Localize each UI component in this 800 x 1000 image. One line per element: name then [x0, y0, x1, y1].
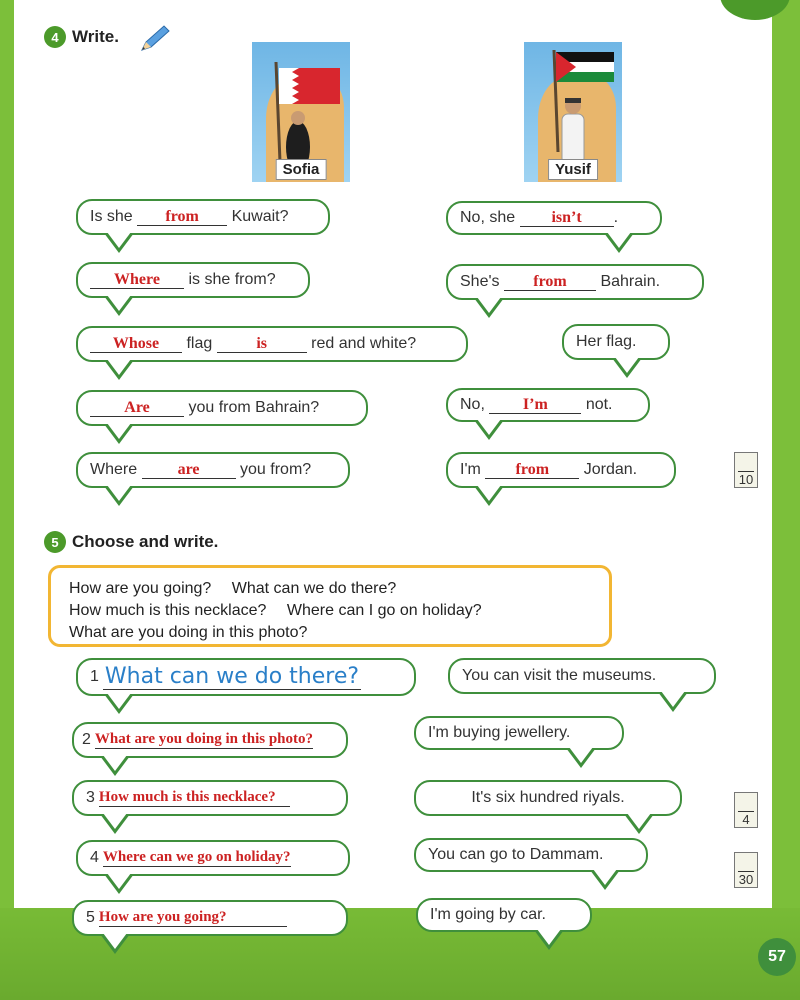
- ex5-item-3-number: 3: [86, 789, 95, 806]
- yusif-portrait: [524, 42, 622, 182]
- section-5-title: Choose and write.: [72, 532, 219, 551]
- ex4-q2-blank[interactable]: Where: [90, 271, 184, 290]
- ex4-question-1: [76, 199, 330, 235]
- phrase-item: What can we do there?: [231, 580, 397, 597]
- phrase-item: Where can I go on holiday?: [286, 602, 482, 619]
- ex4-answer-5: [446, 452, 676, 488]
- ex5-question-4: [76, 840, 350, 876]
- ex4-a1-pre: No, she: [460, 209, 516, 226]
- ex5-reply-3-text: It's six hundred riyals.: [471, 789, 625, 806]
- ex4-a2-post: Bahrain.: [600, 273, 661, 290]
- ex5-reply-3: [414, 780, 682, 816]
- ex5-item-5-number: 5: [86, 909, 95, 926]
- ex4-a1-blank[interactable]: isn’t: [520, 209, 614, 228]
- phrase-item: How are you going?: [69, 580, 212, 597]
- ex4-q3-mid: flag: [186, 335, 213, 352]
- yusif-name-tag: Yusif: [548, 159, 598, 180]
- ex4-q3-post: red and white?: [311, 335, 417, 352]
- ex5-item-2-number: 2: [82, 731, 91, 748]
- ex5-reply-4: [414, 838, 648, 872]
- ex4-question-4: [76, 390, 368, 426]
- section-4-number: 4: [44, 26, 66, 48]
- ex4-a2-pre: She's: [460, 273, 500, 290]
- section-4-header: [44, 26, 119, 48]
- ex4-q1-post: Kuwait?: [231, 208, 289, 225]
- ex5-question-3: [72, 780, 348, 816]
- ex4-q2-post: is she from?: [188, 271, 276, 288]
- ex4-q1-pre: Is she: [90, 208, 133, 225]
- ex4-q3-blank-1[interactable]: Whose: [90, 335, 182, 354]
- ex4-q1-blank[interactable]: from: [137, 208, 227, 227]
- section-5-header: [44, 531, 218, 553]
- ex5-reply-5: [416, 898, 592, 932]
- ex4-score-box: [734, 452, 758, 488]
- sofia-name-tag: Sofia: [276, 159, 327, 180]
- ex4-a5-blank[interactable]: from: [485, 461, 579, 480]
- section-5-number: 5: [44, 531, 66, 553]
- ex5-item-4-number: 4: [90, 849, 99, 866]
- ex4-question-2: [76, 262, 310, 298]
- ex4-a3-text: Her flag.: [576, 333, 637, 350]
- ex5-score-b: 30: [738, 872, 754, 887]
- ex5-reply-2-text: I'm buying jewellery.: [428, 724, 571, 741]
- ex5-reply-5-text: I'm going by car.: [430, 906, 546, 923]
- ex5-question-1: [76, 658, 416, 696]
- ex4-a5-post: Jordan.: [583, 461, 638, 478]
- ex4-question-3: [76, 326, 468, 362]
- ex4-q5-pre: Where: [90, 461, 138, 478]
- pencil-icon: [138, 24, 172, 54]
- ex4-q4-post: you from Bahrain?: [188, 399, 320, 416]
- ex4-q3-blank-2[interactable]: is: [217, 335, 307, 354]
- ex4-a4-post: not.: [585, 396, 613, 413]
- ex5-reply-1: [448, 658, 716, 694]
- sofia-portrait: [252, 42, 350, 182]
- ex4-a4-blank[interactable]: I’m: [489, 396, 581, 415]
- phrase-item: How much is this necklace?: [69, 602, 267, 619]
- corner-decoration: [720, 0, 790, 20]
- ex4-score: 10: [738, 472, 754, 487]
- ex5-item-1-number: 1: [90, 668, 99, 685]
- ex4-a1-post: .: [613, 209, 619, 226]
- ex5-item-5-answer[interactable]: How are you going?: [99, 909, 287, 927]
- ex4-q5-post: you from?: [240, 461, 312, 478]
- ex5-reply-1-text: You can visit the museums.: [462, 667, 657, 684]
- ex4-answer-2: [446, 264, 704, 300]
- ex4-answer-1: [446, 201, 662, 235]
- phrase-box: [48, 565, 612, 647]
- ex5-item-1-answer[interactable]: What can we do there?: [104, 664, 360, 689]
- ex4-a2-blank[interactable]: from: [504, 273, 596, 292]
- ex5-score-box-b: [734, 852, 758, 888]
- ex4-answer-4: [446, 388, 650, 422]
- ex5-reply-2: [414, 716, 624, 750]
- ex5-item-4-answer[interactable]: Where can we go on holiday?: [102, 849, 291, 865]
- ex4-q4-blank[interactable]: Are: [90, 399, 184, 418]
- ex4-answer-3: [562, 324, 670, 360]
- ex5-reply-4-text: You can go to Dammam.: [428, 846, 604, 863]
- phrase-item: What are you doing in this photo?: [69, 624, 308, 641]
- ex5-question-2: [72, 722, 348, 758]
- ex5-item-2-answer[interactable]: What are you doing in this photo?: [94, 731, 314, 747]
- ex4-a5-pre: I'm: [460, 461, 481, 478]
- ex5-score-a: 4: [738, 811, 754, 827]
- ex5-question-5: [72, 900, 348, 936]
- ex4-q5-blank[interactable]: are: [142, 461, 236, 480]
- ex5-item-3-answer[interactable]: How much is this necklace?: [99, 789, 290, 807]
- ex4-question-5: [76, 452, 350, 488]
- ex4-a4-pre: No,: [460, 396, 485, 413]
- section-4-title: Write.: [72, 27, 119, 46]
- page-number: 57: [758, 938, 796, 976]
- ex5-score-box-a: [734, 792, 758, 828]
